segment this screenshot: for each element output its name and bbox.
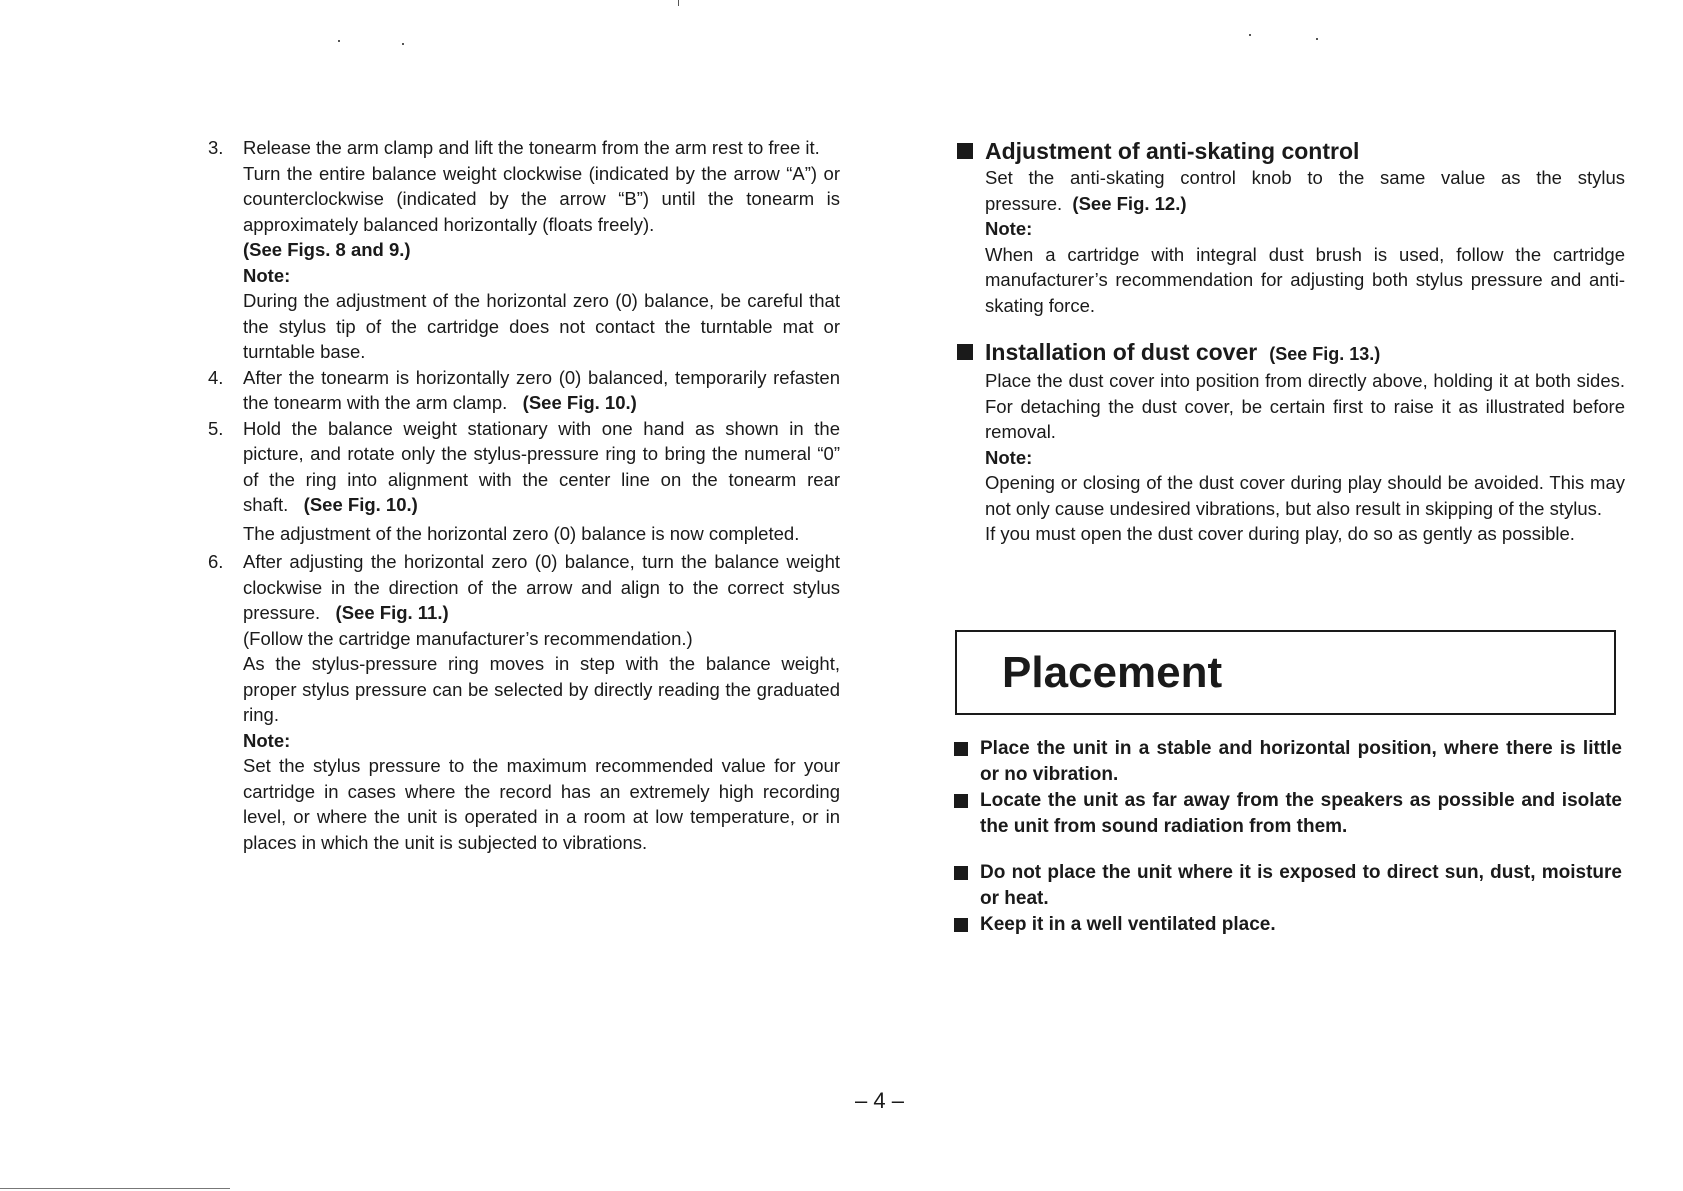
placement-item <box>952 860 1622 912</box>
step-5 <box>208 416 840 547</box>
step-number: 4. <box>208 366 224 388</box>
step-text: The adjustment of the horizontal zero (0) balance is now completed. <box>243 522 800 544</box>
step-text: Turn the entire balance weight clockwise (indicated by the arrow “A”) or counterclockwise (indicated by the arrow “B”) until the tonearm is approximately balanced horizontally (floats freely). <box>243 162 840 235</box>
scan-edge-line <box>0 1188 230 1189</box>
step-6 <box>208 549 840 855</box>
placement-item-text: Keep it in a well ventilated place. <box>980 914 1276 935</box>
figure-reference: (See Fig. 12.) <box>1072 192 1187 214</box>
step-text: As the stylus-pressure ring moves in step with the balance weight, proper stylus pressure can be selected by directly reading the graduated ring. <box>243 653 840 725</box>
note-text: Opening or closing of the dust cover during play should be avoided. This may not only cause undesired vibrations, but also result in skipping of the stylus. <box>985 472 1625 519</box>
note-label: Note: <box>243 264 291 286</box>
section-heading <box>955 338 1625 368</box>
step-text-span: After the tonearm is horizontally zero (0) balanced, temporarily refasten the tonearm with the arm clamp. <box>243 366 840 413</box>
figure-reference: (See Fig. 13.) <box>1269 344 1381 364</box>
section-heading-text: Installation of dust cover <box>985 339 1258 365</box>
section-dust-cover <box>955 338 1625 547</box>
placement-heading-box <box>955 630 1616 715</box>
note-text: Set the stylus pressure to the maximum recommended value for your cartridge in cases where the record has an extremely high recording level, or where the unit is operated in a room at low temperature, or in places in which the unit is subjected to vibrations. <box>243 755 840 853</box>
note-label: Note: <box>243 729 291 751</box>
scan-mark <box>1249 34 1251 36</box>
page-number: – 4 – <box>855 1088 904 1113</box>
section-anti-skating <box>955 137 1625 318</box>
figure-reference: (See Fig. 10.) <box>522 392 637 413</box>
step-number: 5. <box>208 417 224 439</box>
note-label: Note: <box>985 218 1033 239</box>
note-text: During the adjustment of the horizontal zero (0) balance, be careful that the stylus tip of the cartridge does not contact the turntable mat or turntable base. <box>243 290 840 362</box>
note-text: When a cartridge with integral dust brush is used, follow the cartridge manufacturer’s recommendation for adjusting both stylus pressure and anti-skating force. <box>985 243 1625 316</box>
step-text-span: Hold the balance weight stationary with one hand as shown in the picture, and rotate only the stylus-pressure ring to bring the numeral “0” of the ring into alignment with the center line on the tonearm rear shaft. <box>243 417 840 515</box>
left-column <box>208 135 840 855</box>
step-number: 3. <box>208 137 224 158</box>
section-body <box>955 165 1625 318</box>
section-heading-text: Adjustment of anti-skating control <box>985 138 1360 164</box>
right-column <box>955 135 1625 547</box>
step-3 <box>208 135 840 365</box>
square-bullet-icon <box>954 742 968 756</box>
figure-reference: (See Fig. 11.) <box>335 602 449 623</box>
note-text: If you must open the dust cover during play, do so as gently as possible. <box>985 523 1575 544</box>
scan-mark <box>678 0 679 6</box>
placement-item <box>952 788 1622 840</box>
step-text <box>243 416 840 518</box>
step-text: Release the arm clamp and lift the tonearm from the arm rest to free it. <box>243 137 820 158</box>
section-heading <box>955 137 1625 165</box>
figure-reference: (See Fig. 10.) <box>303 494 418 515</box>
placement-item <box>952 912 1622 938</box>
section-text-span: Set the anti-skating control knob to the same value as the stylus pressure. <box>985 167 1625 214</box>
placement-list <box>952 736 1622 938</box>
step-4 <box>208 365 840 416</box>
square-bullet-icon <box>954 866 968 880</box>
step-text: (Follow the cartridge manufacturer’s recommendation.) <box>243 627 693 649</box>
square-bullet-icon <box>957 143 973 159</box>
scan-mark <box>402 43 404 45</box>
note-label: Note: <box>985 446 1033 468</box>
placement-title: Placement <box>1002 648 1223 697</box>
square-bullet-icon <box>954 918 968 932</box>
step-text-span: After adjusting the horizontal zero (0) balance, turn the balance weight clockwise in the direction of the arrow and align to the correct stylus pressure. <box>243 551 840 623</box>
square-bullet-icon <box>954 794 968 808</box>
section-text: Place the dust cover into position from directly above, holding it at both sides. For detaching the dust cover, be certain first to raise it as illustrated before removal. <box>985 370 1625 442</box>
placement-item-text: Do not place the unit where it is exposed to direct sun, dust, moisture or heat. <box>980 862 1622 909</box>
step-text <box>243 365 840 416</box>
square-bullet-icon <box>957 344 973 360</box>
step-number: 6. <box>208 551 224 572</box>
section-text <box>985 165 1625 216</box>
scan-mark <box>1316 38 1318 40</box>
placement-item-text: Place the unit in a stable and horizontal position, where there is little or no vibration. <box>980 738 1622 785</box>
placement-item-text: Locate the unit as far away from the speakers as possible and isolate the unit from sound radiation from them. <box>980 790 1622 837</box>
section-body <box>955 368 1625 547</box>
step-text <box>243 549 840 626</box>
figure-reference: (See Figs. 8 and 9.) <box>243 239 411 260</box>
scan-mark <box>338 40 340 42</box>
placement-item <box>952 736 1622 788</box>
